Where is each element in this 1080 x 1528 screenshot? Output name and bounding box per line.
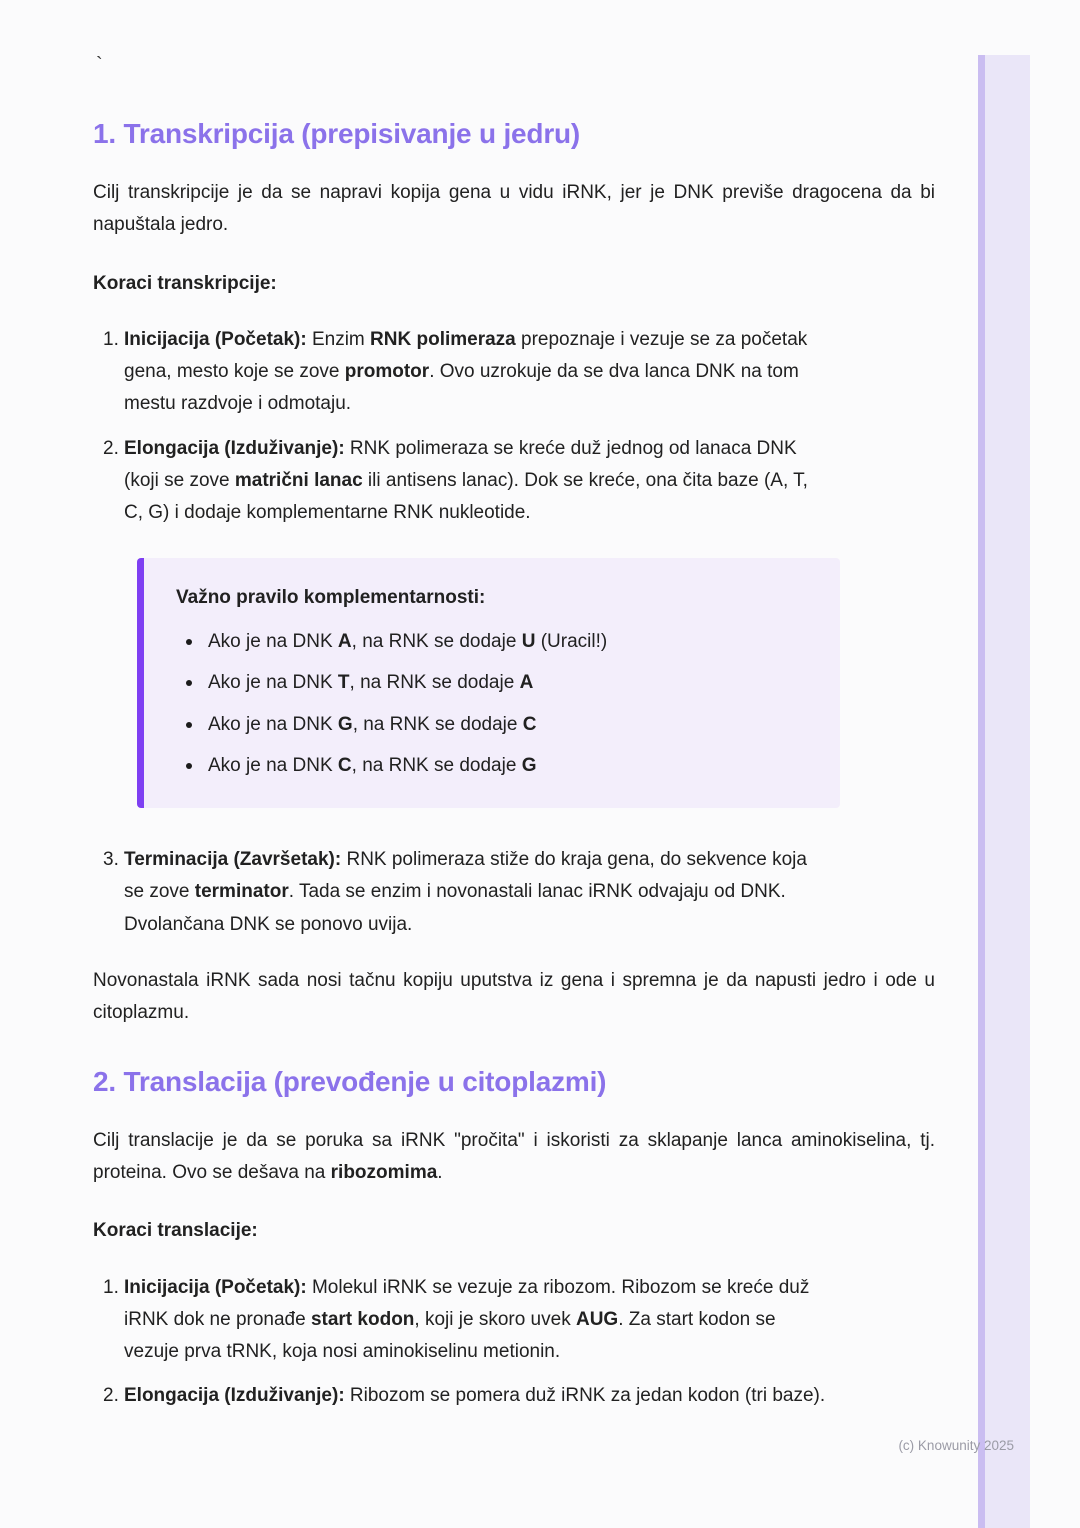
bullet-dot-icon	[186, 639, 192, 645]
item-text: Inicijacija (Početak): Enzim RNK polimeraza prepoznaje i vezuje se za početak gena, mesto koje se zove promotor. Ovo uzrokuje da se dva lanca DNK na tom mestu razdvoje i odmotaju.	[124, 328, 808, 415]
item-number: 1.	[103, 328, 119, 350]
bullet-text: Ako je na DNK G, na RNK se dodaje C	[208, 713, 537, 735]
bullet-dot-icon	[186, 680, 192, 686]
bullet-dot-icon	[186, 722, 192, 728]
section-1-intro-paragraph: Cilj transkripcije je da se napravi kopija gena u vidu iRNK, jer je DNK previše dragocena da bi napuštala jedro.	[93, 182, 935, 236]
item-number: 1.	[103, 1276, 119, 1298]
section-2-heading: 2. Translacija (prevođenje u citoplazmi)	[93, 1065, 607, 1097]
callout-bullet-list	[184, 626, 812, 782]
list-item	[103, 1380, 935, 1412]
stray-character: `	[96, 54, 103, 76]
list-item	[103, 324, 935, 421]
item-number: 2.	[103, 1385, 119, 1407]
callout-bullet-item	[184, 750, 812, 782]
list-item	[103, 844, 935, 941]
section-1-heading: 1. Transkripcija (prepisivanje u jedru)	[93, 118, 581, 149]
document-page	[93, 0, 935, 1425]
callout-title: Važno pravilo komplementarnosti:	[176, 586, 486, 608]
footer-watermark: (c) Knowunity 2025	[898, 1438, 1014, 1453]
item-number: 3.	[103, 849, 119, 871]
item-text: Inicijacija (Početak): Molekul iRNK se vezuje za ribozom. Ribozom se kreće duž iRNK dok ne pronađe start kodon, koji je skoro uvek AUG. Za start kodon se vezuje prva tRNK, koja nosi aminokiselinu metionin.	[124, 1276, 810, 1363]
callout-bullet-item	[184, 667, 812, 699]
item-text: Terminacija (Završetak): RNK polimeraza stiže do kraja gena, do sekvence koja se zove terminator. Tada se enzim i novonastali lanac iRNK odvajaju od DNK. Dvolančana DNK se ponovo uvija.	[124, 849, 807, 935]
callout-box	[137, 558, 840, 808]
bullet-text: Ako je na DNK T, na RNK se dodaje A	[208, 672, 534, 694]
item-text: Elongacija (Izduživanje): RNK polimeraza se kreće duž jednog od lanaca DNK (koji se zove matrični lanac ili antisens lanac). Dok se kreće, ona čita baze (A, T, C, G) i dodaje komplementarne RNK nukleotide.	[124, 437, 808, 524]
bullet-text: Ako je na DNK C, na RNK se dodaje G	[208, 754, 537, 776]
item-text: Elongacija (Izduživanje): Ribozom se pomera duž iRNK za jedan kodon (tri baze).	[124, 1385, 826, 1407]
item-number: 2.	[103, 437, 119, 459]
bullet-dot-icon	[186, 763, 192, 769]
section-1-numbered-list	[103, 324, 935, 941]
section-2-intro-paragraph: Cilj translacije je da se poruka sa iRNK "pročita" i iskoristi za sklapanje lanca aminokiselina, tj. proteina. Ovo se dešava na ribozomima.	[93, 1129, 935, 1183]
section-1-outro-paragraph: Novonastala iRNK sada nosi tačnu kopiju uputstva iz gena i spremna je da napusti jedro i ode u citoplazmu.	[93, 970, 935, 1024]
section-1-steps-label: Koraci transkripcije:	[93, 272, 277, 294]
side-strip	[978, 55, 1030, 1528]
list-item	[103, 1272, 935, 1369]
list-item	[103, 433, 935, 530]
section-2-numbered-list	[103, 1272, 935, 1413]
callout-bullet-item	[184, 709, 812, 741]
bullet-text: Ako je na DNK A, na RNK se dodaje U (Uracil!)	[208, 630, 608, 652]
section-2-steps-label: Koraci translacije:	[93, 1220, 258, 1242]
callout-bullet-item	[184, 626, 812, 658]
